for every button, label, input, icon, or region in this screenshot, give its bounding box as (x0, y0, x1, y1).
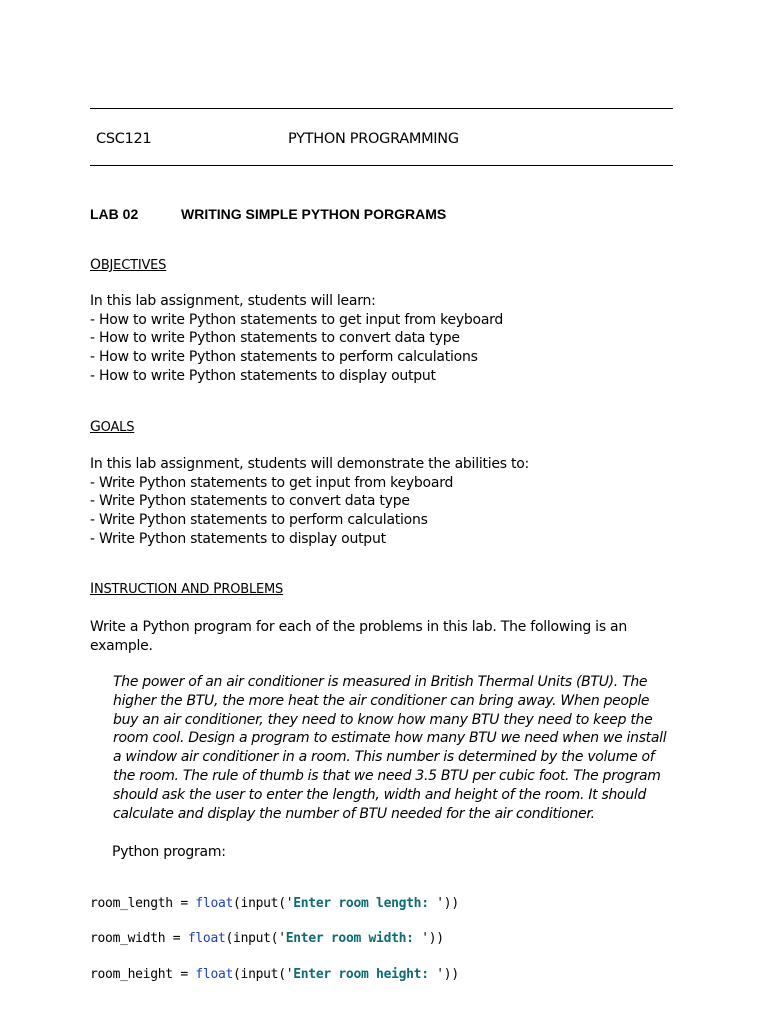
goals-list (90, 474, 690, 549)
example-line: a window air conditioner in a room. This number is determined by the volume of (113, 749, 655, 766)
objectives-section (90, 292, 690, 386)
code-variable: room_width (90, 931, 166, 947)
example-line: the room. The rule of thumb is that we need 3.5 BTU per cubic foot. The program (113, 767, 661, 784)
goals-section (90, 455, 690, 549)
goal-item: - Write Python statements to convert data type (90, 493, 410, 510)
goals-intro: In this lab assignment, students will demonstrate the abilities to: (90, 456, 529, 472)
objectives-heading-rest: BJECTIVES (100, 258, 167, 273)
objectives-list (90, 311, 690, 386)
code-function: float (187, 931, 226, 947)
instructions-intro-line: Write a Python program for each of the problems in this lab. The following is an (90, 619, 628, 635)
instructions-heading-initial-2: P (213, 581, 222, 597)
code-operator: = (172, 966, 196, 982)
program-label: Python program: (112, 844, 226, 860)
code-close: ')) (436, 895, 459, 911)
code-line (90, 895, 459, 913)
header-top-rule (90, 108, 673, 109)
code-call: (input(' (233, 966, 294, 982)
code-call: (input(' (233, 895, 294, 911)
example-line: The power of an air conditioner is measured in British Thermal Units (BTU). The (113, 674, 648, 690)
code-close: ')) (421, 931, 444, 947)
course-title: PYTHON PROGRAMMING (288, 131, 459, 147)
goal-item: - Write Python statements to perform calculations (90, 512, 428, 529)
objectives-heading (90, 257, 166, 273)
code-block (90, 877, 459, 1019)
code-variable: room_length (90, 895, 173, 911)
instructions-heading-rest-1: NSTRUCTION AND (93, 582, 214, 597)
example-line: room cool. Design a program to estimate how many BTU we need when we install (113, 730, 667, 747)
lab-number: LAB 02 (90, 206, 139, 222)
instructions-intro-line: example. (90, 637, 153, 654)
objective-item: - How to write Python statements to perform calculations (90, 349, 478, 366)
example-line: calculate and display the number of BTU needed for the air conditioner. (113, 805, 595, 822)
example-line: buy an air conditioner, they need to know how many BTU they need to keep the (113, 711, 653, 728)
objectives-heading-initial: O (90, 257, 101, 273)
example-problem (113, 673, 683, 823)
goals-heading (90, 419, 134, 435)
goals-heading-rest: OALS (100, 420, 135, 435)
objectives-intro: In this lab assignment, students will learn: (90, 293, 376, 309)
code-string: Enter room width: (285, 931, 422, 947)
example-line: should ask the user to enter the length, width and height of the room. It should (113, 786, 647, 803)
goal-item: - Write Python statements to get input from keyboard (90, 474, 454, 491)
instructions-intro (90, 618, 690, 655)
code-operator: = (165, 931, 188, 947)
header-bottom-rule (90, 165, 673, 166)
objective-item: - How to write Python statements to get input from keyboard (90, 311, 504, 328)
code-string: Enter room height: (293, 966, 437, 982)
goal-item: - Write Python statements to display output (90, 530, 386, 547)
code-close: ')) (436, 966, 459, 982)
code-call: (input(' (225, 931, 286, 947)
code-string: Enter room length: (293, 895, 437, 911)
code-function: float (195, 966, 234, 982)
code-line (90, 930, 459, 948)
example-line: higher the BTU, the more heat the air conditioner can bring away. When people (113, 692, 650, 709)
course-code: CSC121 (96, 131, 152, 147)
objective-item: - How to write Python statements to display output (90, 367, 436, 384)
code-line (90, 966, 459, 984)
code-variable: room_height (90, 966, 173, 982)
objective-item: - How to write Python statements to convert data type (90, 330, 460, 347)
lab-title: WRITING SIMPLE PYTHON PORGRAMS (181, 206, 447, 222)
code-function: float (195, 895, 234, 911)
code-operator: = (172, 895, 196, 911)
instructions-heading (90, 581, 283, 597)
instructions-heading-rest-2: ROBLEMS (221, 582, 284, 597)
instructions-heading-initial-1: I (90, 581, 94, 597)
goals-heading-initial: G (90, 419, 101, 435)
